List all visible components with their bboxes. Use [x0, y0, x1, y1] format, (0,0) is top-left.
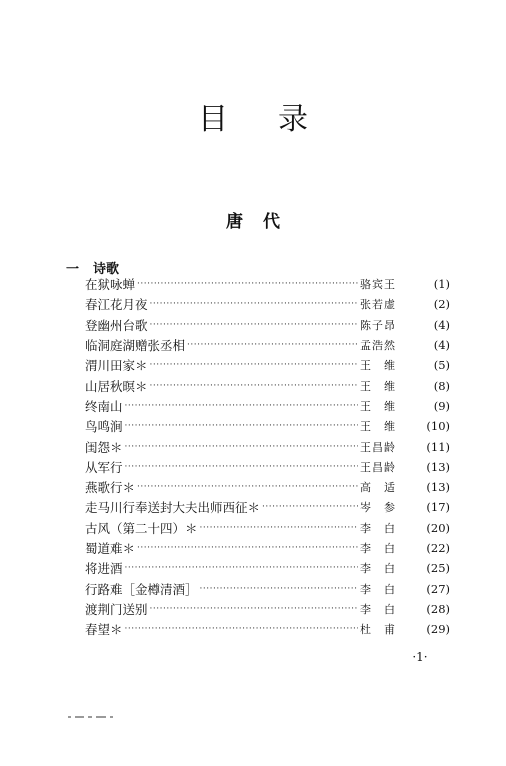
- entry-page: (29): [426, 622, 450, 637]
- dot-leader: [125, 416, 358, 436]
- page-title-char-1: 目: [198, 102, 228, 137]
- page-title-char-2: 录: [278, 102, 308, 137]
- entry-author: 骆宾王: [360, 278, 396, 292]
- entry-title: 临洞庭湖赠张丞相: [85, 338, 186, 354]
- entry-page: (13): [426, 459, 450, 474]
- entry-page: (28): [426, 601, 450, 616]
- entry-title: 渡荆门送别: [85, 601, 148, 617]
- toc-entry[interactable]: [85, 599, 450, 619]
- entry-title: 登幽州台歌: [85, 317, 148, 333]
- toc-entry[interactable]: [85, 436, 450, 456]
- toc-entry[interactable]: [85, 538, 450, 558]
- scan-speck: [96, 716, 106, 718]
- entry-title: 将进酒: [85, 561, 123, 577]
- toc-entry[interactable]: [85, 416, 450, 436]
- dot-leader: [150, 294, 358, 314]
- entry-page: (8): [433, 378, 450, 393]
- entry-title: 山居秋暝＊: [85, 378, 148, 394]
- entry-title: 行路难［金樽清酒］: [85, 581, 198, 597]
- toc-entry[interactable]: [85, 355, 450, 375]
- entry-page: (22): [426, 541, 450, 555]
- dot-leader: [150, 376, 358, 396]
- scan-speck: [110, 716, 113, 718]
- entry-author: 李 白: [360, 542, 396, 555]
- entry-page: (25): [426, 561, 450, 576]
- dot-leader: [150, 315, 358, 335]
- entry-author: 李 白: [360, 602, 396, 616]
- dot-leader: [125, 396, 358, 416]
- entry-page: (4): [433, 338, 450, 353]
- toc-entry[interactable]: [85, 619, 450, 639]
- dynasty-char-1: 唐: [226, 212, 243, 232]
- entry-title: 鸟鸣涧: [85, 419, 123, 435]
- dot-leader: [150, 599, 358, 619]
- dot-leader: [125, 558, 358, 578]
- entry-title: 蜀道难＊: [85, 541, 136, 556]
- toc-entry[interactable]: [85, 396, 450, 416]
- entry-author: 王 维: [360, 379, 396, 393]
- dot-leader: [262, 497, 358, 517]
- entry-title: 在狱咏蝉: [85, 277, 136, 293]
- table-of-contents: [85, 274, 450, 639]
- toc-entry[interactable]: [85, 274, 450, 294]
- entry-page: (5): [433, 358, 450, 373]
- entry-title: 燕歌行＊: [85, 480, 136, 496]
- scan-speck: [68, 716, 71, 718]
- entry-page: (11): [426, 439, 450, 454]
- entry-title: 渭川田家＊: [85, 358, 148, 374]
- entry-author: 王昌龄: [360, 460, 396, 474]
- toc-entry[interactable]: [85, 518, 450, 538]
- entry-author: 张若虚: [360, 298, 396, 312]
- entry-page: (2): [433, 297, 450, 312]
- entry-title: 春江花月夜: [85, 297, 148, 313]
- entry-page: (17): [426, 500, 450, 515]
- entry-title: 春望＊: [85, 622, 123, 638]
- dot-leader: [125, 437, 358, 457]
- toc-entry[interactable]: [85, 477, 450, 497]
- entry-title: 走马川行奉送封大夫出师西征＊: [85, 500, 261, 516]
- entry-author: 杜 甫: [360, 623, 396, 637]
- dot-leader: [125, 619, 358, 639]
- entry-author: 王 维: [360, 420, 396, 434]
- entry-author: 王昌龄: [360, 440, 396, 454]
- page-title: [0, 100, 506, 140]
- dot-leader: [200, 579, 358, 599]
- entry-page: (10): [426, 419, 450, 434]
- entry-author: 李 白: [360, 562, 396, 576]
- section-number: 一: [66, 261, 80, 277]
- entry-title: 终南山: [85, 398, 123, 414]
- toc-entry[interactable]: [85, 315, 450, 335]
- entry-page: (27): [426, 581, 450, 596]
- entry-author: 陈子昂: [360, 318, 396, 332]
- entry-page: (1): [433, 277, 450, 292]
- toc-entry[interactable]: [85, 497, 450, 517]
- entry-page: (20): [426, 520, 450, 535]
- dynasty-char-2: 代: [263, 212, 280, 232]
- entry-page: (9): [433, 398, 450, 413]
- entry-title: 闺怨＊: [85, 439, 123, 455]
- entry-page: (4): [433, 317, 450, 332]
- entry-page: (13): [426, 480, 450, 495]
- entry-author: 岑 参: [360, 501, 396, 515]
- entry-author: 王 维: [360, 399, 396, 413]
- dot-leader: [187, 335, 358, 355]
- entry-author: 李 白: [360, 582, 396, 596]
- entry-author: 李 白: [360, 521, 396, 535]
- toc-entry[interactable]: [85, 578, 450, 598]
- section-label: 诗歌: [93, 261, 120, 277]
- entry-author: 王 维: [360, 359, 396, 373]
- entry-author: 高 适: [360, 481, 396, 495]
- toc-entry[interactable]: [85, 335, 450, 355]
- dot-leader: [137, 477, 358, 497]
- toc-entry[interactable]: [85, 558, 450, 578]
- dot-leader: [137, 538, 358, 558]
- scan-speck: [88, 716, 92, 718]
- dot-leader: [137, 274, 358, 294]
- entry-title: 古风（第二十四）＊: [85, 520, 198, 536]
- dynasty-heading: [0, 209, 506, 235]
- toc-entry[interactable]: [85, 457, 450, 477]
- scan-speck: [75, 716, 84, 718]
- dot-leader: [200, 518, 358, 538]
- dot-leader: [125, 457, 358, 477]
- entry-author: 孟浩然: [360, 339, 396, 353]
- toc-entry[interactable]: [85, 375, 450, 395]
- entry-title: 从军行: [85, 459, 123, 475]
- page-number: ·1·: [412, 650, 428, 664]
- dot-leader: [150, 355, 358, 375]
- toc-entry[interactable]: [85, 294, 450, 314]
